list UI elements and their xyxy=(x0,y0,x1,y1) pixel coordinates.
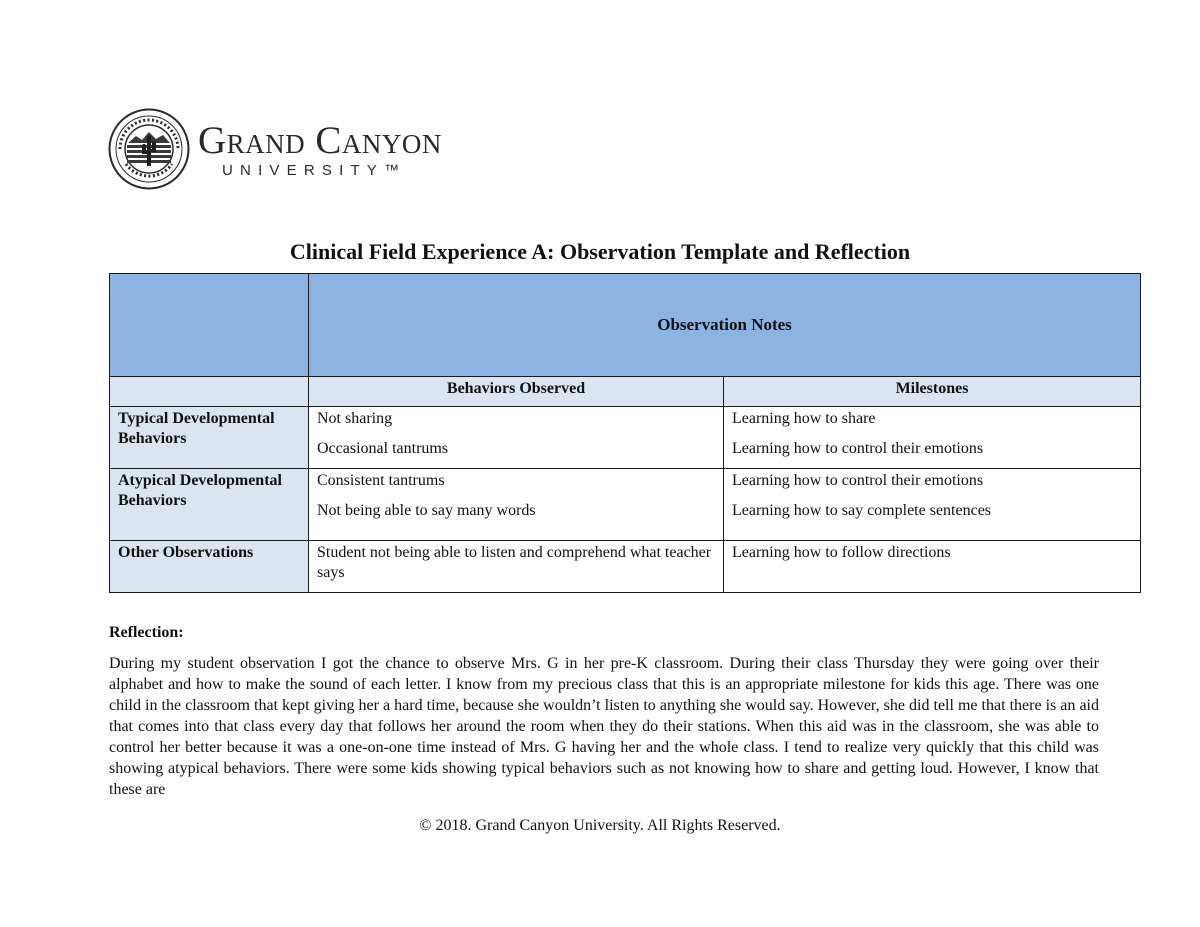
milestone-item: Learning how to control their emotions xyxy=(732,472,984,489)
university-logo xyxy=(108,108,442,190)
behaviors-observed-header: Behaviors Observed xyxy=(309,377,724,407)
document-title: Clinical Field Experience A: Observation Template and Reflection xyxy=(289,239,911,264)
behaviors-cell xyxy=(309,407,724,469)
behaviors-cell xyxy=(309,541,724,593)
milestones-cell xyxy=(724,407,1141,469)
table-header-row xyxy=(110,274,1141,377)
milestone-item: Learning how to control their emotions xyxy=(732,440,984,457)
table-row xyxy=(110,407,1141,469)
milestone-item: Learning how to share xyxy=(732,410,876,427)
wordmark-university: UNIVERSITY™ xyxy=(222,162,407,179)
university-seal-icon xyxy=(108,108,190,190)
milestones-cell xyxy=(724,541,1141,593)
column-header-row xyxy=(110,377,1141,407)
table-row xyxy=(110,541,1141,593)
milestones-cell xyxy=(724,469,1141,541)
table-row xyxy=(110,469,1141,541)
row-label: Typical Developmental Behaviors xyxy=(110,407,309,469)
university-wordmark xyxy=(198,121,442,179)
milestones-header: Milestones xyxy=(724,377,1141,407)
wordmark-name: Grand Canyon xyxy=(198,119,442,162)
behavior-item: Occasional tantrums xyxy=(317,440,449,457)
column-header-blank xyxy=(110,377,309,407)
behavior-item: Not sharing xyxy=(317,410,393,427)
milestone-item: Learning how to follow directions xyxy=(732,544,951,561)
behavior-item: Not being able to say many words xyxy=(317,502,536,519)
header-blank-cell xyxy=(110,274,309,377)
observation-notes-header: Observation Notes xyxy=(309,274,1141,377)
milestone-item: Learning how to say complete sentences xyxy=(732,502,992,519)
copyright-footer: © 2018. Grand Canyon University. All Rights Reserved. xyxy=(419,817,781,834)
reflection-section xyxy=(109,622,1099,800)
behavior-item: Student not being able to listen and comprehend what teacher says xyxy=(317,544,712,581)
behavior-item: Consistent tantrums xyxy=(317,472,445,489)
row-label: Other Observations xyxy=(110,541,309,593)
row-label: Atypical Developmental Behaviors xyxy=(110,469,309,541)
reflection-label: Reflection: xyxy=(109,624,184,641)
behaviors-cell xyxy=(309,469,724,541)
reflection-text: During my student observation I got the chance to observe Mrs. G in her pre-K classroom. During their class Thursday they were going over their alphabet and how to make the sound of each letter. I know from my precious class that this is an appropriate milestone for kids this age. There was one child in the classroom that kept giving her a hard time, because she wouldn’t listen to anything she would say. However, she did tell me that there is an aid that comes into that class every day that follows her around the room when they do their stations. When this aid was in the classroom, she was able to control her better because it was a one-on-one time instead of Mrs. G having her and the whole class. I tend to realize very quickly that this child was showing atypical behaviors. There were some kids showing typical behaviors such as not knowing how to share and getting loud. However, I know that these are xyxy=(109,655,1099,798)
observation-table xyxy=(109,273,1141,593)
